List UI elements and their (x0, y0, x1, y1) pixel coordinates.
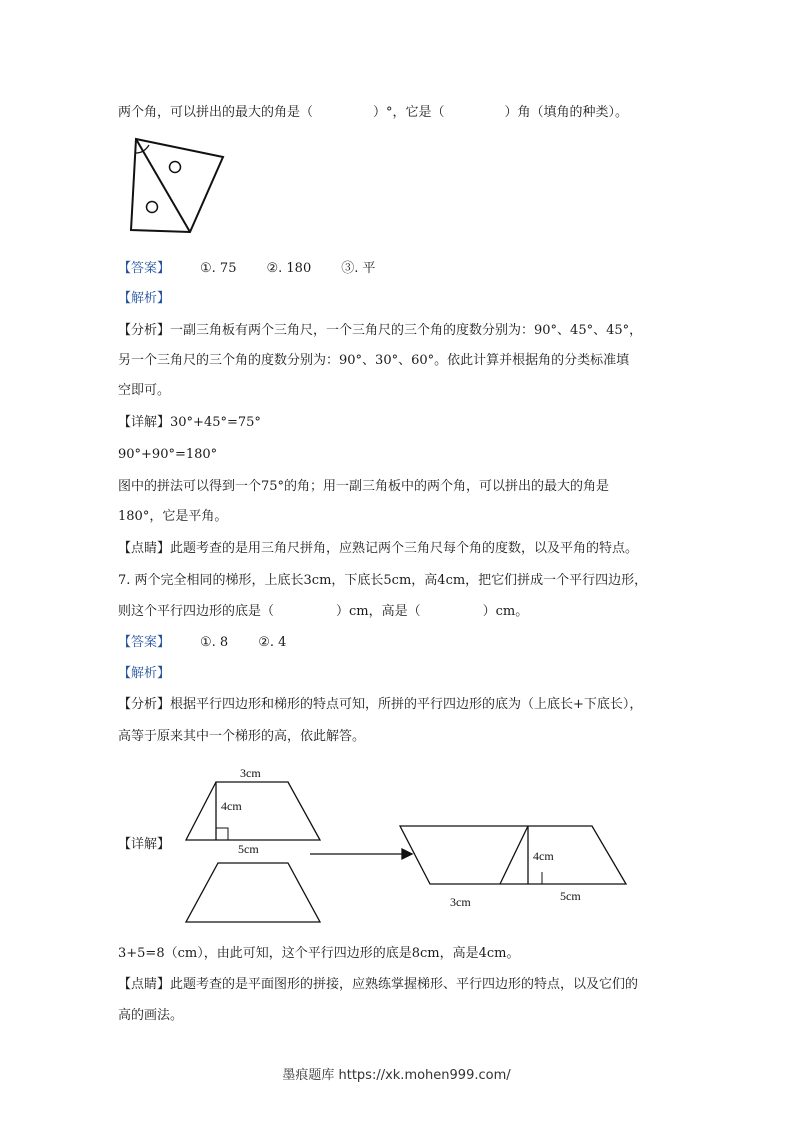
q7-fenxi-line-1 (118, 696, 642, 714)
q6-xiangjie-line-1 (118, 414, 261, 432)
q6-stem-part-a: 两个角，可以拼出的最大的角是（ (118, 105, 314, 120)
q7-fenxi-text-1: 根据平行四边形和梯形的特点可知，所拼的平行四边形的底为（上底长+下底长）， (170, 697, 643, 712)
q6-fenxi-text-1: 一副三角板有两个三角尺，一个三角尺的三个角的度数分别为：90°、45°、45°， (170, 323, 643, 338)
parallelogram (400, 826, 626, 884)
q6-calc-1: 30°+45°=75° (170, 415, 261, 430)
q6-dianjing-text: 此题考查的是用三角尺拼角，应熟记两个三角尺每个角的度数，以及平角的特点。 (170, 541, 639, 556)
q7-jiexi-tag: 【解析】 (118, 666, 171, 681)
q6-stem-part-c: ）角（填角的种类）。 (504, 105, 629, 120)
arrow-head (402, 849, 412, 859)
q6-fenxi-line-3: 空即可。 (118, 383, 171, 398)
q6-answer-3: ③. 平 (341, 261, 376, 276)
q6-answer-1: ①. 75 (200, 261, 237, 276)
label-para-left: 3cm (450, 895, 471, 909)
answer-tag: 【答案】 (118, 635, 171, 650)
q7-stem-line-2 (118, 603, 528, 621)
trapezoid-figure (180, 762, 640, 932)
fenxi-tag: 【分析】 (118, 323, 171, 338)
set-square-figure (125, 135, 230, 240)
q6-stem-part-b: ）°，它是（ (373, 105, 445, 120)
footer-watermark: 墨痕题库 https://xk.mohen999.com/ (282, 1068, 511, 1083)
q7-answer-1: ①. 8 (200, 635, 229, 650)
q7-stem-part-c: ）cm。 (482, 604, 529, 619)
q7-dianjing-text-1: 此题考查的是平面图形的拼接，应熟练掌握梯形、平行四边形的特点，以及它们的 (170, 977, 639, 992)
trapezoid-bottom (186, 863, 320, 922)
q7-dianjing-line-1 (118, 976, 638, 994)
q7-stem-part-b: ）cm，高是（ (336, 604, 421, 619)
q6-fenxi-line-2: 另一个三角尺的三个角的度数分别为：90°、30°、60°。依此计算并根据角的分类标准填 (118, 353, 630, 368)
xiangjie-tag: 【详解】 (118, 415, 171, 430)
q7-result: 3+5=8（cm），由此可知，这个平行四边形的底是8cm，高是4cm。 (118, 946, 520, 961)
label-para-height: 4cm (533, 849, 554, 863)
q7-stem-line-1: 7. 两个完全相同的梯形，上底长3cm，下底长5cm，高4cm，把它们拼成一个平行四边形， (118, 573, 648, 588)
q6-dianjing (118, 540, 638, 558)
q7-answer-row (118, 634, 286, 652)
trapezoid-top (186, 782, 320, 840)
label-height: 4cm (221, 799, 242, 813)
q6-fenxi-line-1 (118, 322, 642, 340)
fenxi-tag: 【分析】 (118, 697, 171, 712)
label-bottom-base: 5cm (238, 842, 259, 856)
label-para-right: 5cm (560, 889, 581, 903)
q6-stem (118, 104, 628, 122)
q7-stem-part-a: 则这个平行四边形的底是（ (118, 604, 275, 619)
dianjing-tag: 【点睛】 (118, 977, 171, 992)
dianjing-tag: 【点睛】 (118, 541, 171, 556)
parallelogram-split-line (500, 826, 528, 884)
q6-answer-2: ②. 180 (266, 261, 312, 276)
label-top-base: 3cm (240, 766, 261, 780)
xiangjie-tag: 【详解】 (118, 837, 171, 852)
q6-jiexi-tag: 【解析】 (118, 291, 171, 306)
q7-answer-2: ②. 4 (258, 635, 287, 650)
q6-calc-2: 90°+90°=180° (118, 447, 218, 462)
q6-xiangjie-line-3: 图中的拼法可以得到一个75°的角；用一副三角板中的两个角，可以拼出的最大的角是 (118, 479, 610, 494)
q7-dianjing-line-2: 高的画法。 (118, 1008, 184, 1023)
answer-tag: 【答案】 (118, 261, 171, 276)
q7-fenxi-line-2: 高等于原来其中一个梯形的高，依此解答。 (118, 729, 366, 744)
q6-answer-row (118, 260, 375, 278)
q6-xiangjie-line-4: 180°，它是平角。 (118, 509, 228, 524)
